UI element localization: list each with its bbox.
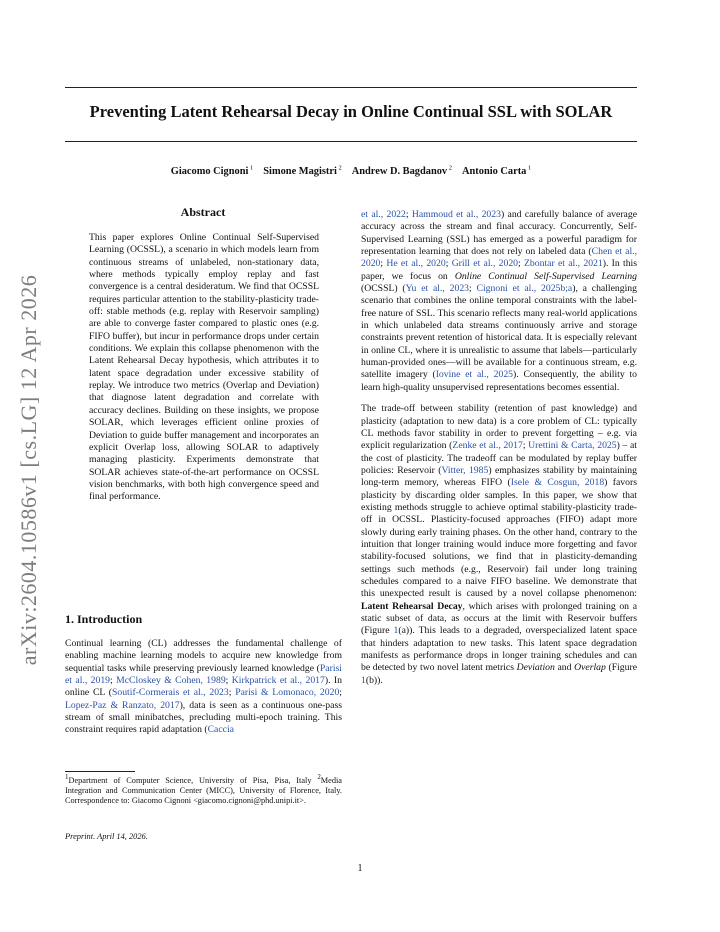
author-name: Giacomo Cignoni $^1$ [170,165,254,178]
citation-link[interactable]: Cignoni et al., 2025b;a [476,283,573,295]
citation-link[interactable]: Soutif-Cormerais et al., 2023 [111,687,229,699]
right-paragraph-1: et al., 2022; Hammoud et al., 2023) and carefully balance of average accuracy across the stream and final accuracy. Concurrently, Self-Supervised Learning (SSL) has emerged as a powerful paradigm for representation learning that does not rely on labeled data (Chen et al., 2020; He et al., 2020; Grill et al., 2020; Zbontar et al., 2021). In this paper, we focus on Online Continual Self-Supervised Learning (OCSSL) (Yu et al., 2023; Cignoni et al., 2025b;a), a challenging scenario that combines the online temporal constraints with the label-free nature of SSL. This scenario reflects many real-world applications in which unlabeled data streams continuously arrive and storage constraints prevent retention of historical data. It is especially relevant in online CL, where it is unrealistic to assume that labels—particularly human-provided ones—will be available for a continuous stream, e.g. satellite imagery (Iovine et al., 2025). Consequently, the ability to learn high-quality unsupervised representations becomes essential. [361,209,638,393]
citation-link[interactable]: He et al., 2020 [386,258,446,270]
citation-link[interactable]: Iovine et al., 2025 [435,369,514,381]
citation-link[interactable]: Grill et al., 2020 [451,258,519,270]
title-rule-top [65,87,637,88]
citation-link[interactable]: Caccia [207,724,234,736]
page-number: 1 [357,863,363,874]
citation-link[interactable]: Hammoud et al., 2023 [411,209,501,220]
citation-link[interactable]: 1 [361,674,366,686]
preprint-date: Preprint. April 14, 2026. [65,832,148,841]
intro-paragraph: Continual learning (CL) addresses the fundamental challenge of enabling machine learning models to acquire new knowledge from sequential tasks while preserving previously learned knowledge (Parisi et al., 2019; McCloskey & Cohen, 1989; Kirkpatrick et al., 2017). In online CL (Soutif-Cormerais et al., 2023; Parisi & Lomonaco, 2020; Lopez-Paz & Ranzato, 2017), data is seen as a continuous one-pass stream of small minibatches, precluding multi-epoch training. This constraint requires rapid adaptation (Caccia [65,638,343,736]
intro-heading: 1. Introduction [65,612,143,626]
abstract-text: This paper explores Online Continual Self-Supervised Learning (OCSSL), a scenario in which models learn from continuous streams of unlabeled, non-stationary data, where methods typically employ replay and fast convergence is a central desideratum. We find that OCSSL requires particular attention to the stability-plasticity trade-off: stable methods (e.g. replay with Reservoir sampling) are able to converge faster compared to plastic ones (e.g. FIFO buffer), but incur in performance drops under certain conditions. We explain this collapse phenomenon with the Latent Rehearsal Decay hypothesis, which attributes it to latent space degradation under excessive stability of replay. We introduce two metrics (Overlap and Deviation) that diagnose latent degradation and correlate with accuracy declines. Building on these insights, we propose SOLAR, which leverages efficient online proxies of Deviation to guide buffer management and incorporates an explicit Overlap loss, allowing SOLAR to adaptively managing plasticity. Experiments demonstrate that SOLAR achieves state-of-the-art performance on OCSSL vision benchmarks, with both high convergence speed and final performance. [89,232,319,503]
citation-link[interactable]: Zenke et al., 2017 [452,440,523,452]
citation-link[interactable]: et al., 2022 [361,209,406,220]
citation-link[interactable]: Zbontar et al., 2021 [524,258,603,270]
citation-link[interactable]: Parisi et al., 2019 [65,662,342,687]
author-name: Simone Magistri $^2$ [263,165,342,178]
affiliation-footnote: $^1$Department of Computer Science, University of Pisa, Pisa, Italy $^2$Media Integration and Communication Center (MICC), University of Florence, Italy. Correspondence to: Giacomo Cignoni <giacomo.cignoni@phd.unipi.it>. [65,774,342,806]
arxiv-stamp[interactable]: arXiv:2604.10586v1 [cs.LG] 12 Apr 2026 [16,274,41,666]
citation-link[interactable]: Kirkpatrick et al., 2017 [231,675,325,687]
citation-link[interactable]: Isele & Cosgun, 2018 [510,477,605,489]
right-paragraph-2: The trade-off between stability (retention of past knowledge) and plasticity (adaptation to new data) is a core problem of CL: typically CL methods favor stability in order to prevent forgetting – e.g. via explicit regularization (Zenke et al., 2017; Urettini & Carta, 2025) – at the cost of plasticity. The tradeoff can be modulated by replay buffer policies: Reservoir (Vitter, 1985) emphasizes stability by maintaining long-term memory, whereas FIFO (Isele & Cosgun, 2018) favors plasticity by discarding older samples. In this paper, we show that existing methods struggle to achieve optimal stability-plasticity trade-off in OCSSL. Plasticity-focused approaches (FIFO) adapt more slowly during early training phases. On the other hand, contrary to the intuition that longer training would induce more forgetting and favor stability-focused solutions, we find that in plasticity-demanding settings such methods (e.g., Reservoir) fail under long training schedules compared to a naive FIFO baseline. We demonstrate that this unexpected result is caused by a novel collapse phenomenon: Latent Rehearsal Decay, which arises with prolonged training on a static subset of data, as occurs at the limit with Reservoir buffers (Figure 1(a)). This leads to a degraded, overspecialized latent space that hinders adaptation to new tasks. This latent space degradation manifests as performance drops in longer training schedules and can be detected by two novel latent metrics Deviation and Overlap (Figure 1(b)). [361,403,637,686]
author-name: Antonio Carta $^1$ [462,165,532,178]
author-list [65,165,637,177]
citation-link[interactable]: McCloskey & Cohen, 1989 [116,675,226,687]
footnote-rule [65,771,135,772]
citation-link[interactable]: 1 [393,625,399,637]
right-column [361,209,637,687]
author-name: Andrew D. Bagdanov $^2$ [351,165,452,178]
citation-link[interactable]: Vitter, 1985 [441,464,489,476]
citation-link[interactable]: Parisi & Lomonaco, 2020 [235,687,340,699]
citation-link[interactable]: Yu et al., 2023 [405,283,470,295]
citation-link[interactable]: Chen et al., 2020 [361,246,637,270]
citation-link[interactable]: Lopez-Paz & Ranzato, 2017 [65,699,180,711]
abstract-heading: Abstract [180,205,226,219]
citation-link[interactable]: Urettini & Carta, 2025 [528,440,617,452]
title-rule-bottom [65,141,637,142]
paper-title: Preventing Latent Rehearsal Decay in Online Continual SSL with SOLAR [89,102,613,121]
